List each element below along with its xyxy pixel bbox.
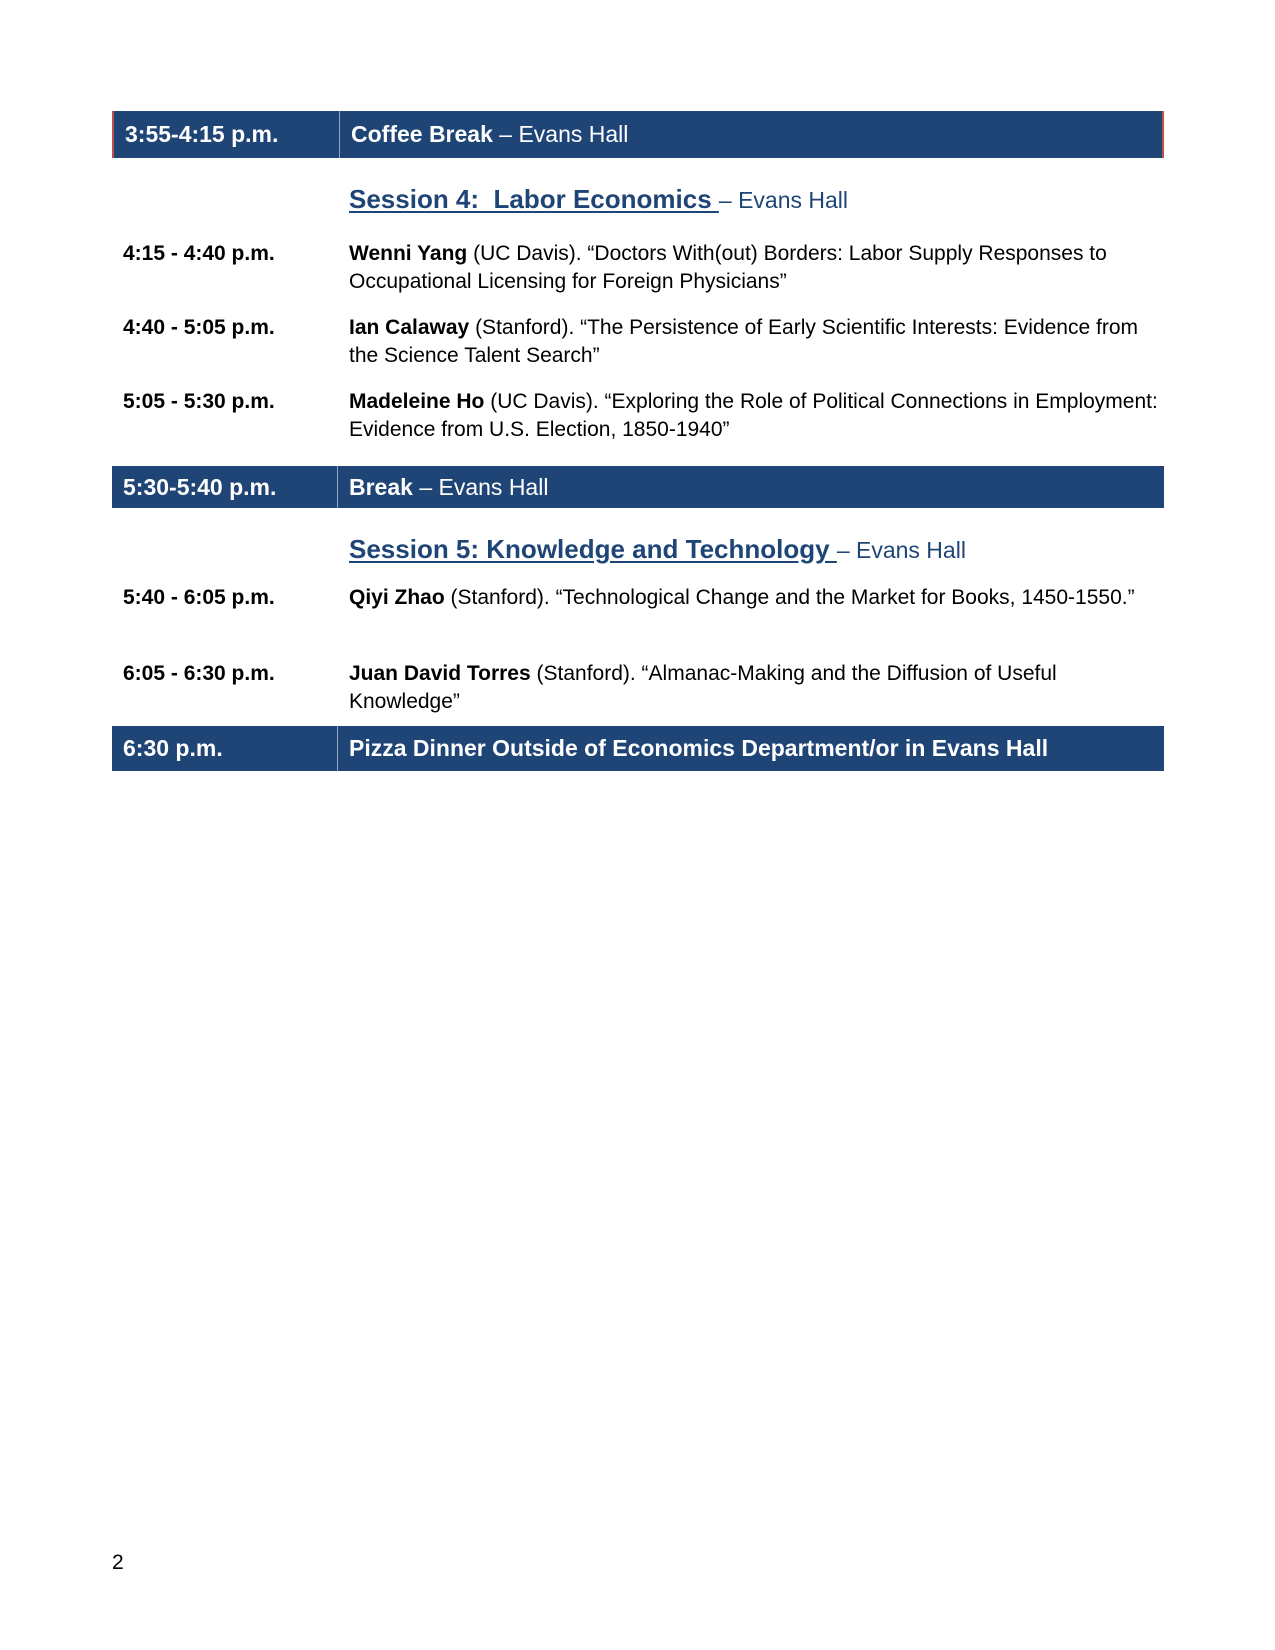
session-location: – Evans Hall xyxy=(836,537,966,563)
talk-description: (Stanford). “The Persistence of Early Scientific Interests: Evidence from the Science Talent Search” xyxy=(349,316,1138,367)
break-row xyxy=(112,466,1164,508)
row-content xyxy=(338,466,1164,508)
session-4-title xyxy=(349,184,848,215)
row-location: – Evans Hall xyxy=(419,473,549,500)
session-name: Session 4: Labor Economics xyxy=(349,184,719,214)
talk-description: (Stanford). “Almanac-Making and the Diffusion of Useful Knowledge” xyxy=(349,662,1057,713)
dinner-row xyxy=(112,726,1164,771)
presenter-name: Wenni Yang xyxy=(349,242,468,265)
row-time: 6:30 p.m. xyxy=(123,735,223,761)
talk-details xyxy=(349,240,1164,296)
row-content xyxy=(338,726,1164,771)
presenter-name: Ian Calaway xyxy=(349,316,470,339)
row-time: 3:55-4:15 p.m. xyxy=(125,121,279,147)
row-time: 5:30-5:40 p.m. xyxy=(123,473,277,500)
coffee-break-row xyxy=(112,111,1164,158)
presenter-name: Juan David Torres xyxy=(349,662,531,685)
talk-description: (Stanford). “Technological Change and the Market for Books, 1450-1550.” xyxy=(444,586,1135,609)
talk-time: 4:40 - 5:05 p.m. xyxy=(123,316,275,339)
talk-details xyxy=(349,584,1164,612)
talk-details xyxy=(349,660,1164,716)
talk-details xyxy=(349,314,1164,370)
presenter-name: Qiyi Zhao xyxy=(349,586,445,609)
talk-time: 5:05 - 5:30 p.m. xyxy=(123,390,275,413)
presenter-name: Madeleine Ho xyxy=(349,390,485,413)
session-5-title xyxy=(349,534,966,565)
talk-time: 5:40 - 6:05 p.m. xyxy=(123,586,275,609)
talk-description: (UC Davis). “Exploring the Role of Political Connections in Employment: Evidence from U.S. Election, 1850-1940” xyxy=(349,390,1158,441)
talk-description: (UC Davis). “Doctors With(out) Borders: Labor Supply Responses to Occupational Licensing for Foreign Physicians” xyxy=(349,242,1107,293)
page-number: 2 xyxy=(112,1551,124,1574)
talk-details xyxy=(349,388,1164,444)
row-content xyxy=(340,111,1162,158)
session-name: Session 5: Knowledge and Technology xyxy=(349,534,837,564)
session-location: – Evans Hall xyxy=(718,187,849,213)
row-title: Pizza Dinner Outside of Economics Department/or in Evans Hall xyxy=(349,735,1049,761)
talk-time: 6:05 - 6:30 p.m. xyxy=(123,662,275,685)
row-location: – Evans Hall xyxy=(499,121,629,147)
row-title: Break xyxy=(349,473,413,500)
row-title: Coffee Break xyxy=(351,121,493,147)
talk-time: 4:15 - 4:40 p.m. xyxy=(123,242,275,265)
